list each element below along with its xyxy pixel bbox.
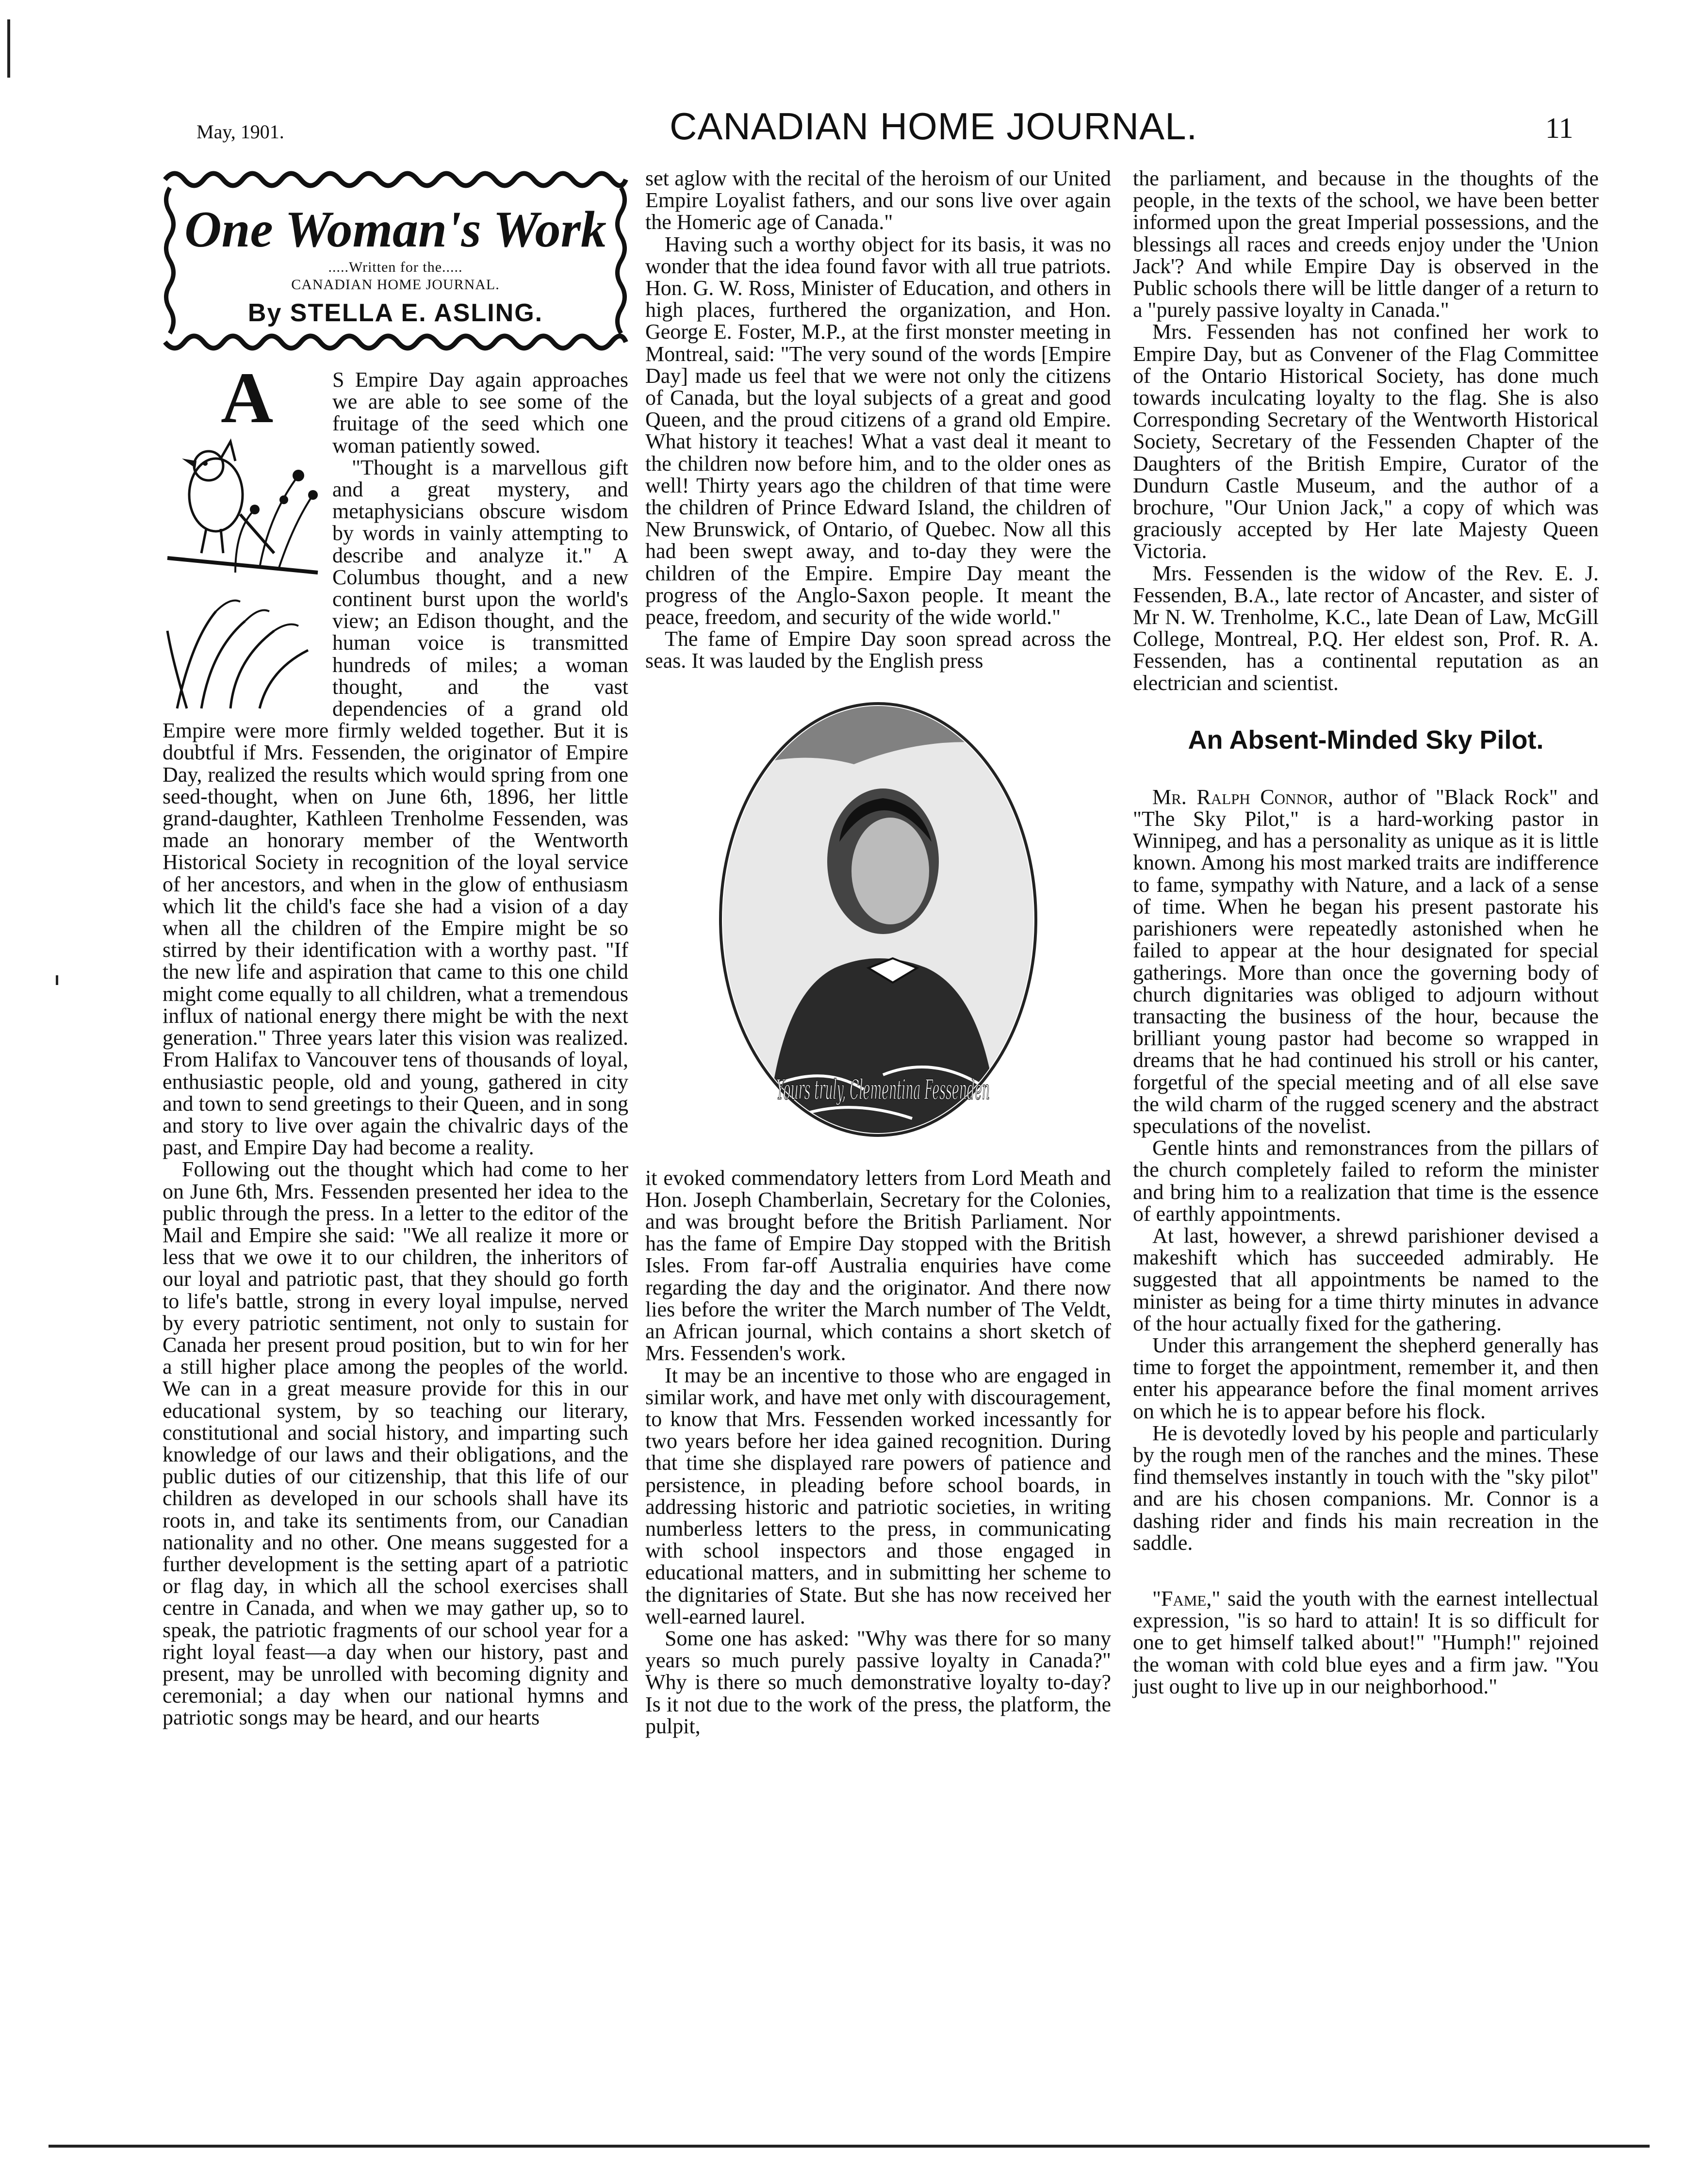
paragraph: Under this arrangement the shepherd generally has time to forget the appointment, remember it, and then enter his appearance before the final moment arrives on which he is to appear before his flock. bbox=[1133, 1333, 1599, 1423]
paragraph-text: author of "Black Rock" and "The Sky Pilot," is a hard-working pastor in Winnipeg, and has a personality as unique as it is little known. Among his most marked traits are indifference to fame, sympathy with Nature, and a lack of a sense of time. When he began his present pastorate his parishioners were repeatedly astonished when he failed to appear at the hour designated for special gatherings. More than once the governing body of church dignitaries was obliged to adjourn without transacting the business of the hour, because the brilliant young pastor had become so wrapped in dreams that he had continued his stroll or his canter, forgetful of the special meeting and of all else save the wild charm of the rugged scenery and the abstract speculations of the novelist. bbox=[1133, 785, 1599, 1138]
article-title: One Woman's Work bbox=[184, 201, 606, 258]
paragraph bbox=[1133, 786, 1599, 1137]
page-number: 11 bbox=[1545, 112, 1573, 144]
written-for-line: .....Written for the..... bbox=[328, 259, 463, 275]
portrait-signature: Yours truly, Clementina Fessenden bbox=[776, 1074, 990, 1106]
issue-date: May, 1901. bbox=[196, 121, 284, 143]
paragraph: "Thought is a marvellous gift and a great mystery, and metaphysicians obscure wisdom by words in vainly attempting to describe and analyze it." A Columbus thought, and a new continent burst upon the world's view; an Edison thought, and the human voice is transmitted hundreds of miles; a woman thought, and the vast dependencies of a grand old Empire were more firmly welded together. But it is doubtful if Mrs. Fessenden, the originator of Empire Day, realized the results which would spring from one seed-thought, when on June 6th, 1896, her little grand-daughter, Kathleen Trenholme Fessenden, was made an honorary member of the Wentworth Historical Society in recognition of the loyal service of her ancestors, and when in the glow of enthusiasm which lit the child's face she had a vision of a day when all the children of the Empire might be so stirred by their identification with a worthy past. "If the new life and aspiration that came to this one child might come equally to all children, what a tremendous influx of national energy there might be with the next generation." Three years later this vision was realized. From Halifax to Vancouver tens of thousands of loyal, enthusiastic people, old and young, gathered in city and town to send greetings to their Queen, and in song and story to live over again the chivalric days of the past, and Empire Day had become a reality. bbox=[163, 455, 628, 1160]
page-bottom-rule bbox=[49, 2145, 1650, 2148]
section-heading: An Absent-Minded Sky Pilot. bbox=[1188, 725, 1544, 755]
filler-lead: "Fame," bbox=[1152, 1586, 1221, 1610]
scan-mark bbox=[7, 19, 10, 78]
column-2 bbox=[645, 167, 1111, 1737]
ornamental-border-right bbox=[614, 188, 628, 333]
paragraph: Mrs. Fessenden is the widow of the Rev. E. J. Fessenden, B.A., late rector of Ancaster, and sister of Mr N. W. Trenholme, K.C., late Dean of Law, McGill College, Montreal, P.Q. Her eldest son, Prof. R. A. Fessenden, has a continental reputation as an electrician and scientist. bbox=[1133, 561, 1599, 695]
paragraph: Some one has asked: "Why was there for so many years so much purely passive loyalty in Canada?" Why is there so much demonstrative loyalty to-day? Is it not due to the work of the press, the platform, the pulpit, bbox=[645, 1626, 1111, 1738]
ornamental-border-top bbox=[163, 167, 628, 187]
portrait-photograph bbox=[708, 696, 1048, 1143]
lead-smallcaps: Mr. Ralph Connor, bbox=[1152, 785, 1333, 809]
paragraph: It may be an incentive to those who are engaged in similar work, and have met only with discouragement, to know that Mrs. Fessenden worked incessantly for two years before her idea gained recognition. During that time she displayed rare powers of patience and persistence, in pleading before school boards, in addressing historic and patriotic societies, in writing numberless letters to the press, in communicating with school inspectors and those engaged in educational matters, and in submitting her scheme to the dignitaries of State. But she has now received her well-earned laurel. bbox=[645, 1363, 1111, 1628]
ornamental-border-bottom bbox=[163, 335, 628, 354]
paragraph: The fame of Empire Day soon spread across the seas. It was lauded by the English press bbox=[645, 627, 1111, 673]
spacer bbox=[1133, 1554, 1599, 1588]
paragraph: He is devotedly loved by his people and particularly by the rough men of the ranches and the mines. These find themselves instantly in touch with the "sky pilot" and are his chosen companions. Mr. Connor is a dashing rider and finds his main recreation in the saddle. bbox=[1133, 1421, 1599, 1555]
paragraph: Following out the thought which had come to her on June 6th, Mrs. Fessenden presented her idea to the public through the press. In a letter to the editor of the Mail and Empire she said: "We all realize it more or less that we owe it to our children, the inheritors of our loyal and patriotic past, that they should go forth to life's battle, strong in every loyal impulse, nerved by every patriotic sentiment, not only to sustain for Canada her present proud position, but to win for her a still higher place among the peoples of the world. We can in a great measure provide for this in our educational system, by so teaching our literary, constitutional and social history, and imparting such knowledge of our laws and their obligations, and the public duties of our citizenship, that this life of our children as developed in our schools shall have its roots in, and take its sentiments from, our Canadian nationality and no other. One means suggested for a further development is the setting apart of a patriotic or flag day, in which all the school exercises shall centre in Canada, and when we may gather up, so to speak, the patriotic fragments of our school year for a right loyal feast—a day when our history, past and present, may be unrolled with becoming dignity and ceremonial; a day when our national hymns and patriotic songs may be heard, and our hearts bbox=[163, 1157, 628, 1730]
written-for-journal: CANADIAN HOME JOURNAL. bbox=[291, 277, 500, 293]
byline: By STELLA E. ASLING. bbox=[247, 299, 543, 327]
filler-text: said the youth with the earnest intellectual expression, "is so hard to attain! It is so difficult for one to get himself talked about!" "Humph!" rejoined the woman with cold blue eyes and a firm jaw. "You just ought to live up in our neighborhood." bbox=[1133, 1586, 1599, 1698]
paragraph: Having such a worthy object for its basis, it was no wonder that the idea found favor with all true patriots. Hon. G. W. Ross, Minister of Education, and others in high places, furthered the organization, and Hon. George E. Foster, M.P., at the first monster meeting in Montreal, said: "The very sound of the words [Empire Day] made us feel that we were not only the citizens of Canada, but the loyal subjects of a great and good Queen, and the proud citizens of a grand old Empire. What history it teaches! What a vast deal it meant to the children now before him, and to the older ones as well! Thirty years ago the children of that time were the children of Prince Edward Island, the children of New Brunswick, of Ontario, of Quebec. Now all this had been swept away, and to-day they were the children of the Empire. Empire Day meant the progress of the Anglo-Saxon people. It meant the peace, freedom, and security of the wide world." bbox=[645, 232, 1111, 629]
paragraph: set aglow with the recital of the heroism of our United Empire Loyalist fathers, and our sons live over again the Homeric age of Canada." bbox=[645, 166, 1111, 234]
scan-mark bbox=[56, 975, 58, 985]
bird-dropcap-illustration bbox=[163, 358, 323, 708]
dropcap-letter: A bbox=[221, 358, 274, 438]
article-title-box bbox=[163, 167, 628, 354]
paragraph: it evoked commendatory letters from Lord Meath and Hon. Joseph Chamberlain, Secretary for the Colonies, and was brought before the British Parliament. Nor has the fame of Empire Day stopped with the British Isles. From far-off Australia enquiries have come regarding the day and the originator. And there now lies before the writer the March number of The Veldt, an African journal, which contains a short sketch of Mrs. Fessenden's work. bbox=[645, 1166, 1111, 1365]
journal-title: CANADIAN HOME JOURNAL. bbox=[670, 105, 1198, 148]
paragraph: the parliament, and because in the thoughts of the people, in the texts of the school, we have been better informed upon the great Imperial possessions, and the blessings all races and creeds enjoy under the 'Union Jack'? And while Empire Day is observed in the Public schools there will be little danger of a return to a "purely passive loyalty in Canada." bbox=[1133, 166, 1599, 322]
filler-paragraph bbox=[1133, 1588, 1599, 1697]
paragraph: Mrs. Fessenden has not confined her work to Empire Day, but as Convener of the Flag Committee of the Ontario Historical Society, has done much towards inculcating loyalty to the flag. She is also Corresponding Secretary of the Wentworth Historical Society, Secretary of the Fessenden Chapter of the Daughters of the British Empire, Curator of the Dundurn Castle Museum, and the author of a brochure, "Our Union Jack," a copy of which was graciously accepted by Her late Majesty Queen Victoria. bbox=[1133, 320, 1599, 563]
paragraph: Gentle hints and remonstrances from the pillars of the church completely failed to reform the minister and bring him to a realization that time is the essence of earthly appointments. bbox=[1133, 1136, 1599, 1226]
column-3 bbox=[1133, 167, 1599, 1697]
ornamental-border-left bbox=[163, 188, 177, 333]
paragraph: At last, however, a shrewd parishioner devised a makeshift which has succeeded admirably. He suggested that all appointments be named to the minister as being for a time thirty minutes in advance of the hour actually fixed for the gathering. bbox=[1133, 1223, 1599, 1335]
paragraph: S Empire Day again approaches we are able to see some of the fruitage of the seed which one woman patiently sowed. bbox=[332, 368, 628, 458]
column-1 bbox=[163, 167, 628, 1729]
